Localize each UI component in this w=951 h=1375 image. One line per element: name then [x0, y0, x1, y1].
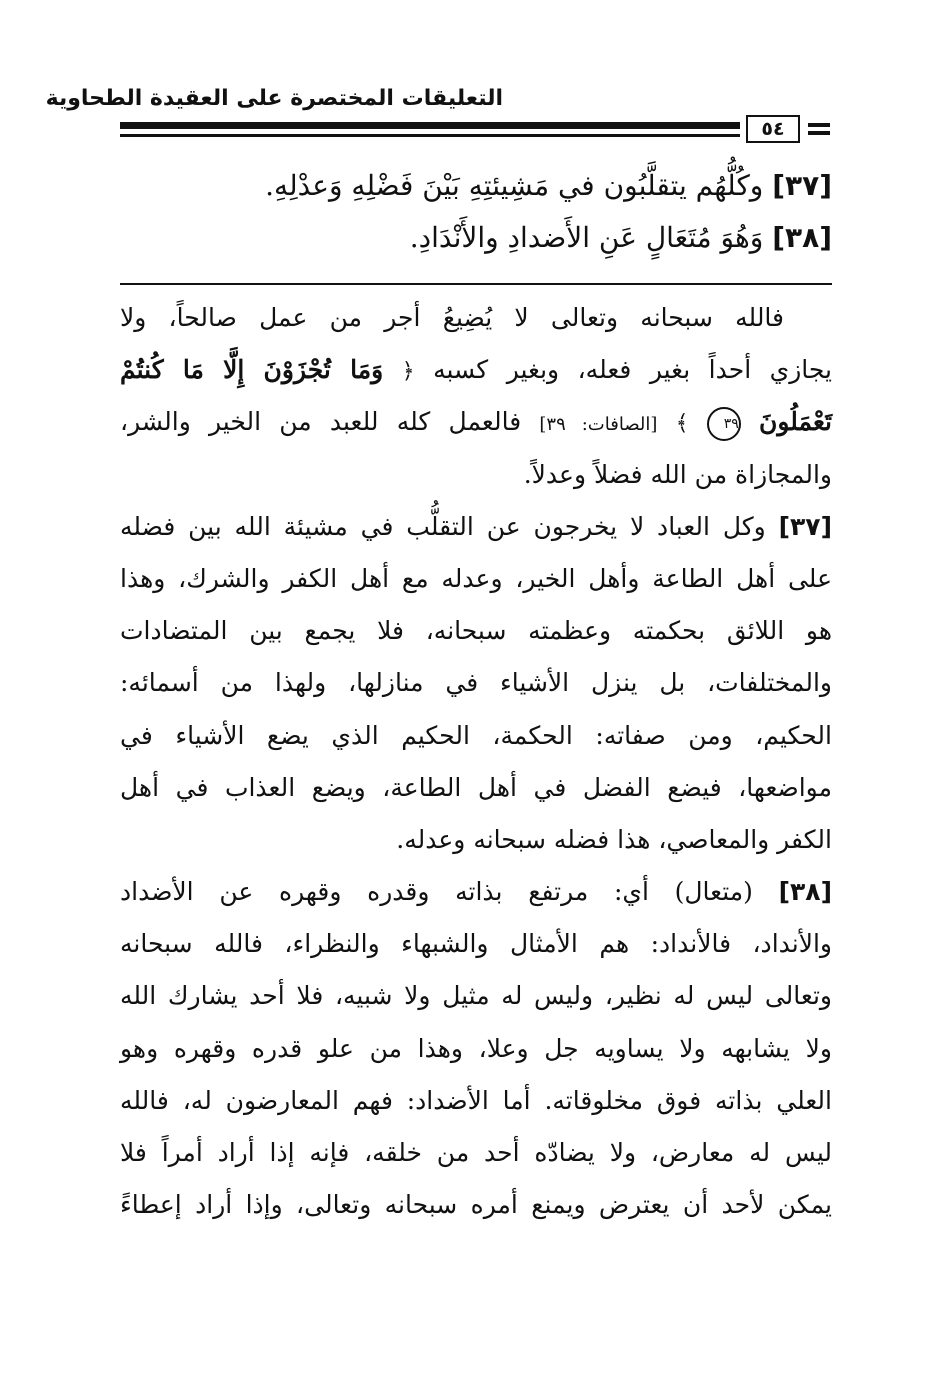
text-line: الكفر والمعاصي، هذا فضله سبحانه وعدله. [396, 824, 832, 854]
text-line: [٣٨] (متعال) أي: مرتفع بذاته وقدره وقهره عن الأضداد [120, 877, 832, 907]
text-line: هو اللائق بحكمته وعظمته سبحانه، فلا يجمع بين المتضادات [120, 616, 832, 646]
text-line: العلي بذاته فوق مخلوقاته. أما الأضداد: فهم المعارضون له، فالله [120, 1085, 832, 1115]
running-title: التعليقات المختصرة على العقيدة الطحاوية [45, 86, 503, 111]
paragraph-number: [٣٨] [778, 877, 832, 907]
matn-number: [٣٨] [772, 221, 832, 254]
text-line: والمختلفات، بل ينزل الأشياء في منازلها، ولهذا من أسمائه: [120, 668, 832, 698]
text-line: يمكن لأحد أن يعترض ويمنع أمره سبحانه وتعالى، وإذا أراد إعطاءً [120, 1190, 832, 1220]
matn-number: [٣٧] [772, 169, 832, 202]
text-line: والأنداد، فالأنداد: هم الأمثال والشبهاء والنظراء، فالله سبحانه [120, 929, 832, 959]
header-dash [808, 123, 830, 127]
matn-line-37 [120, 160, 832, 212]
header-dash [808, 131, 830, 135]
quran-verse: وَمَا تُجْزَوْنَ إِلَّا مَا كُنتُمْ [120, 355, 384, 385]
quran-citation: [الصافات: ٣٩] [539, 414, 658, 436]
text-line: يجازي أحداً بغير فعله، وبغير كسبه ﴿ وَمَا تُجْزَوْنَ إِلَّا مَا كُنتُمْ [120, 355, 832, 385]
text-line: مواضعها، فيضع الفضل في أهل الطاعة، ويضع العذاب في أهل [120, 772, 832, 802]
quran-bracket-close: ﴾ [675, 411, 689, 437]
ayah-number-medallion: ٣٩ [707, 407, 741, 441]
paragraph-number: [٣٧] [778, 511, 832, 541]
text-line: الحكيم، ومن صفاته: الحكمة، الحكيم الذي يضع الأشياء في [120, 720, 832, 750]
matn-block [120, 160, 832, 264]
text-line: تَعْمَلُونَ ٣٩ ﴾ [الصافات: ٣٩] فالعمل كله للعبد من الخير والشر، [120, 396, 832, 448]
quran-verse: تَعْمَلُونَ [758, 407, 833, 437]
text-line: وتعالى ليس له نظير، وليس له مثيل ولا شبيه، فلا أحد يشارك الله [120, 981, 832, 1011]
header-rule-thin [120, 134, 740, 137]
section-divider [120, 283, 832, 285]
text-line: ولا يشابهه ولا يساويه جل وعلا، وهذا من علو قدره وقهره وهو [120, 1033, 832, 1063]
matn-line-38 [120, 212, 832, 264]
text-line: على أهل الطاعة وأهل الخير، وعدله مع أهل الكفر والشرك، وهذا [120, 563, 832, 593]
text-line: فالله سبحانه وتعالى لا يُضِيعُ أجر من عمل صالحاً، ولا [120, 303, 784, 332]
quran-bracket-open: ﴿ [401, 359, 415, 385]
text-line: [٣٧] وكل العباد لا يخرجون عن التقلُّب في مشيئة الله بين فضله [120, 511, 832, 541]
text-line: ليس له معارض، ولا يضادّه أحد من خلقه، فإنه إذا أراد أمراً فلا [120, 1138, 832, 1167]
text-line: والمجازاة من الله فضلاً وعدلاً. [523, 459, 832, 489]
header-rule-thick [120, 122, 740, 129]
matn-text: وَهُوَ مُتَعَالٍ عَنِ الأَضدادِ والأَنْدَادِ. [409, 221, 764, 254]
page-number: ٥٤ [746, 115, 800, 143]
commentary-block [120, 292, 832, 1231]
matn-text: وكُلُّهُم يتقلَّبُون في مَشِيئتِهِ بَيْنَ فَضْلِهِ وَعدْلِهِ. [265, 169, 764, 202]
